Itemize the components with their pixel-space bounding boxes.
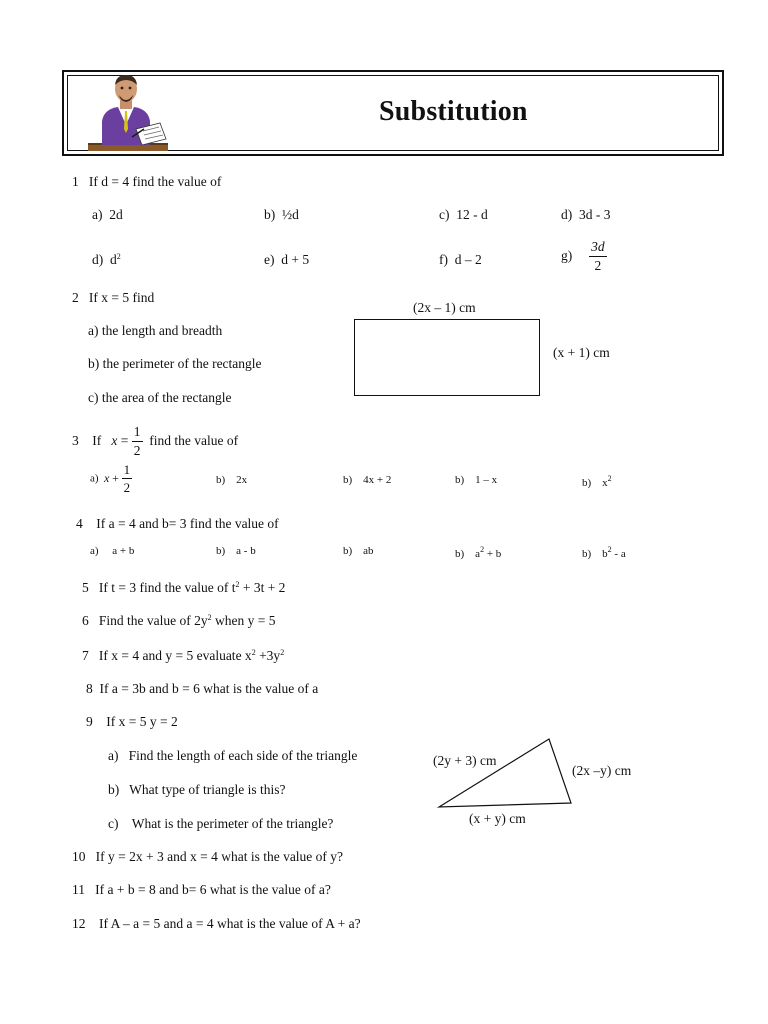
triangle-right-label: (2x –y) cm: [572, 763, 632, 778]
q3-part-b: b) 2x: [216, 474, 248, 486]
q2-part-b: b) the perimeter of the rectangle: [88, 356, 262, 371]
q4-part-d: b) $a^2 + b$: [455, 545, 502, 560]
q9-prompt: 9 If x = 5 y = 2: [86, 714, 178, 729]
q1-number: 1: [72, 174, 79, 189]
q5-prompt: 5 If t = 3 find the value of $t^2 + 3t + 2$: [82, 580, 286, 595]
rectangle-side-label: (x + 1) cm: [553, 345, 610, 360]
q8-prompt: 8 If a = 3b and b = 6 what is the value of a: [86, 681, 319, 696]
q7-prompt: 7 If x = 4 and y = 5 evaluate $x^2 +3y^2$: [82, 648, 285, 663]
q2-number: 2: [72, 290, 79, 305]
q1-part-a: a) 2d: [92, 207, 123, 222]
q2-prompt: [72, 290, 154, 306]
q4-part-a: a) a + b: [90, 545, 135, 557]
q3-part-e: b) $x^2$: [582, 474, 612, 489]
q1-prompt: [72, 174, 221, 190]
q1-part-h: g) $\frac{3d}{2}$: [561, 239, 605, 273]
q3-part-d: b) 1 – x: [455, 474, 498, 486]
q6-prompt: 6 Find the value of $2y^2$ when y = 5: [82, 613, 276, 628]
rectangle-diagram: [354, 319, 540, 396]
teacher-clipart-icon: [88, 73, 168, 153]
q2-text: If x = 5 find: [88, 290, 155, 305]
q9-part-b: b) What type of triangle is this?: [108, 782, 286, 797]
header-box: [62, 70, 724, 156]
q1-part-b: b) ½d: [264, 207, 299, 222]
q1-text: If d = 4 find the value of: [88, 174, 222, 189]
q9-part-a: a) Find the length of each side of the triangle: [108, 748, 358, 763]
q9-part-c: c) What is the perimeter of the triangle?: [108, 816, 334, 831]
q3-part-c: b) 4x + 2: [343, 474, 392, 486]
q4-part-b: b) a - b: [216, 545, 256, 557]
q3-prompt: 3 If x = $\frac{1}{2}$ find the value of: [72, 424, 239, 458]
rectangle-top-label: (2x – 1) cm: [413, 300, 476, 315]
q1-part-e: d) $d^2$: [92, 252, 121, 267]
q3-part-a: a) x + $\frac{1}{2}$: [90, 462, 131, 495]
q4-prompt: 4 If a = 4 and b= 3 find the value of: [76, 516, 279, 531]
q1-part-d: d) 3d - 3: [561, 207, 611, 222]
q1-part-g: f) d – 2: [439, 252, 482, 267]
q2-part-c: c) the area of the rectangle: [88, 390, 232, 405]
triangle-bottom-label: (x + y) cm: [469, 811, 526, 826]
q3-fraction: $\frac{1}{2}$: [133, 424, 141, 458]
q12-prompt: 12 If A – a = 5 and a = 4 what is the value of A + a?: [72, 916, 361, 931]
q1-part-f: e) d + 5: [264, 252, 310, 267]
q4-part-e: b) $b^2$ - a: [582, 545, 626, 560]
q10-prompt: 10 If y = 2x + 3 and x = 4 what is the value of y?: [72, 849, 344, 864]
triangle-left-label: (2y + 3) cm: [433, 753, 497, 768]
q2-part-a: a) the length and breadth: [88, 323, 223, 338]
page-title: Substitution: [379, 96, 528, 127]
q4-part-c: b) ab: [343, 545, 374, 557]
q1-fraction: $\frac{3d}{2}$: [591, 239, 605, 273]
q1-part-c: c) 12 - d: [439, 207, 488, 222]
triangle-diagram: [436, 736, 576, 810]
q11-prompt: 11 If a + b = 8 and b= 6 what is the value of a?: [72, 882, 331, 897]
